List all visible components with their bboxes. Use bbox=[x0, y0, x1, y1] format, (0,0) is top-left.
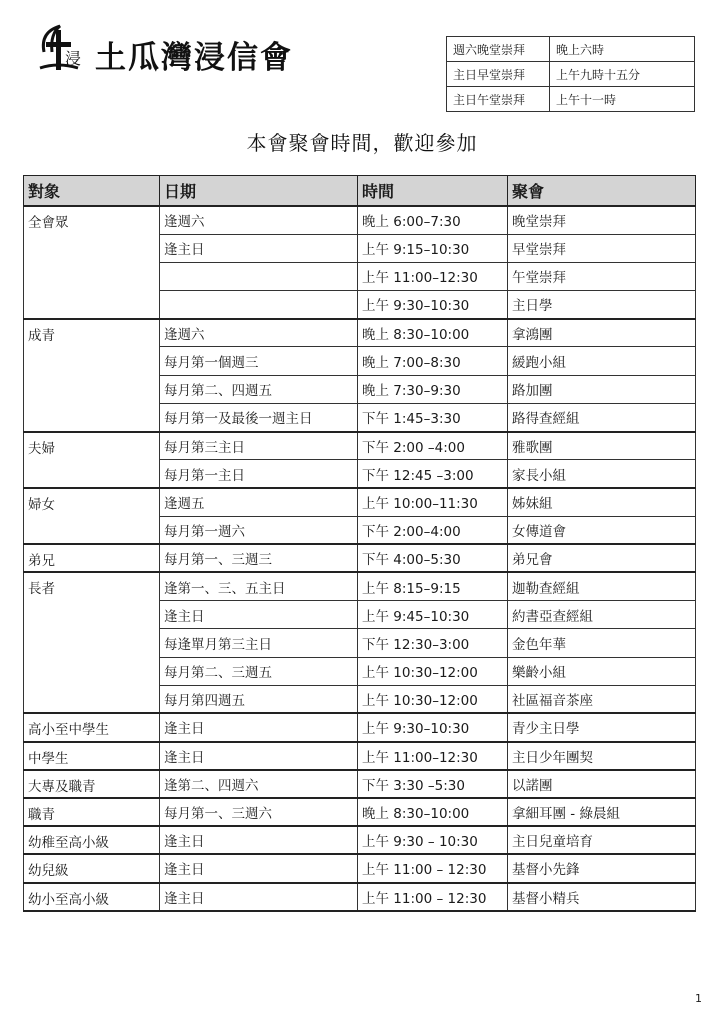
date-cell: 逢週五 bbox=[160, 488, 358, 516]
meeting-cell: 樂齡小組 bbox=[508, 657, 696, 685]
time-cell: 下午 3:30 –5:30 bbox=[358, 770, 508, 798]
church-logo bbox=[34, 22, 90, 76]
target-cell: 幼兒級 bbox=[24, 854, 160, 882]
table-row bbox=[24, 826, 696, 854]
meeting-cell: 基督小先鋒 bbox=[508, 854, 696, 882]
service-times-table bbox=[446, 36, 695, 112]
date-cell bbox=[160, 262, 358, 290]
time-cell: 上午 11:00–12:30 bbox=[358, 262, 508, 290]
target-cell: 弟兄 bbox=[24, 544, 160, 572]
service-name: 週六晚堂崇拜 bbox=[447, 37, 550, 62]
date-cell: 逢主日 bbox=[160, 601, 358, 629]
service-row bbox=[447, 37, 695, 62]
time-cell: 下午 2:00 –4:00 bbox=[358, 432, 508, 460]
service-name: 主日早堂崇拜 bbox=[447, 62, 550, 87]
service-time: 上午十一時 bbox=[550, 87, 695, 112]
date-cell: 逢主日 bbox=[160, 713, 358, 741]
meeting-cell: 早堂崇拜 bbox=[508, 234, 696, 262]
time-cell: 下午 4:00–5:30 bbox=[358, 544, 508, 572]
date-cell: 每月第一及最後一週主日 bbox=[160, 403, 358, 431]
service-time: 晚上六時 bbox=[550, 37, 695, 62]
date-cell: 逢主日 bbox=[160, 234, 358, 262]
header-target: 對象 bbox=[24, 176, 160, 207]
date-cell bbox=[160, 291, 358, 319]
table-row bbox=[24, 854, 696, 882]
schedule-group bbox=[24, 742, 696, 770]
meeting-cell: 拿細耳團 - 綠晨組 bbox=[508, 798, 696, 826]
meeting-cell: 雅歌團 bbox=[508, 432, 696, 460]
schedule-group bbox=[24, 544, 696, 572]
service-row bbox=[447, 62, 695, 87]
meeting-cell: 社區福音茶座 bbox=[508, 685, 696, 713]
meeting-cell: 以諾團 bbox=[508, 770, 696, 798]
table-row bbox=[24, 488, 696, 516]
time-cell: 下午 1:45–3:30 bbox=[358, 403, 508, 431]
schedule-group bbox=[24, 432, 696, 488]
time-cell: 上午 8:15–9:15 bbox=[358, 572, 508, 600]
page-title: 本會聚會時間，歡迎參加 bbox=[246, 131, 478, 155]
time-cell: 上午 10:00–11:30 bbox=[358, 488, 508, 516]
target-cell: 中學生 bbox=[24, 742, 160, 770]
table-row bbox=[24, 883, 696, 911]
meeting-cell: 女傳道會 bbox=[508, 516, 696, 544]
date-cell: 逢週六 bbox=[160, 206, 358, 234]
schedule-group bbox=[24, 798, 696, 826]
schedule-group bbox=[24, 826, 696, 854]
target-cell: 婦女 bbox=[24, 488, 160, 544]
meeting-cell: 金色年華 bbox=[508, 629, 696, 657]
schedule-group bbox=[24, 883, 696, 911]
date-cell: 每月第一、三週六 bbox=[160, 798, 358, 826]
meeting-cell: 拿鴻團 bbox=[508, 319, 696, 347]
time-cell: 晚上 8:30–10:00 bbox=[358, 798, 508, 826]
header-time: 時間 bbox=[358, 176, 508, 207]
date-cell: 逢週六 bbox=[160, 319, 358, 347]
table-row bbox=[24, 798, 696, 826]
table-row bbox=[24, 572, 696, 600]
target-cell: 夫婦 bbox=[24, 432, 160, 488]
date-cell: 每月第二、四週五 bbox=[160, 375, 358, 403]
table-row bbox=[24, 742, 696, 770]
target-cell: 高小至中學生 bbox=[24, 713, 160, 741]
schedule-table bbox=[23, 175, 696, 912]
meeting-cell: 家長小組 bbox=[508, 460, 696, 488]
time-cell: 上午 10:30–12:00 bbox=[358, 685, 508, 713]
date-cell: 每月第四週五 bbox=[160, 685, 358, 713]
date-cell: 每月第一、三週三 bbox=[160, 544, 358, 572]
date-cell: 每月第一週六 bbox=[160, 516, 358, 544]
meeting-cell: 路得查經組 bbox=[508, 403, 696, 431]
schedule-group bbox=[24, 854, 696, 882]
meeting-cell: 青少主日學 bbox=[508, 713, 696, 741]
time-cell: 晚上 7:30–9:30 bbox=[358, 375, 508, 403]
date-cell: 逢主日 bbox=[160, 742, 358, 770]
target-cell: 大專及職青 bbox=[24, 770, 160, 798]
meeting-cell: 主日學 bbox=[508, 291, 696, 319]
time-cell: 上午 11:00 – 12:30 bbox=[358, 854, 508, 882]
header-meeting: 聚會 bbox=[508, 176, 696, 207]
table-row bbox=[24, 319, 696, 347]
service-time: 上午九時十五分 bbox=[550, 62, 695, 87]
meeting-cell: 基督小精兵 bbox=[508, 883, 696, 911]
schedule-group bbox=[24, 206, 696, 319]
table-row bbox=[24, 770, 696, 798]
meeting-cell: 緩跑小組 bbox=[508, 347, 696, 375]
target-cell: 長者 bbox=[24, 572, 160, 713]
time-cell: 下午 12:30–3:00 bbox=[358, 629, 508, 657]
header-date: 日期 bbox=[160, 176, 358, 207]
meeting-cell: 午堂崇拜 bbox=[508, 262, 696, 290]
time-cell: 晚上 6:00–7:30 bbox=[358, 206, 508, 234]
service-row bbox=[447, 87, 695, 112]
time-cell: 上午 9:45–10:30 bbox=[358, 601, 508, 629]
meeting-cell: 約書亞查經組 bbox=[508, 601, 696, 629]
target-cell: 幼小至高小級 bbox=[24, 883, 160, 911]
meeting-cell: 迦勒查經組 bbox=[508, 572, 696, 600]
time-cell: 上午 11:00 – 12:30 bbox=[358, 883, 508, 911]
schedule-group bbox=[24, 770, 696, 798]
date-cell: 每月第三主日 bbox=[160, 432, 358, 460]
date-cell: 逢第一、三、五主日 bbox=[160, 572, 358, 600]
schedule-header-row bbox=[24, 176, 696, 207]
schedule-group bbox=[24, 572, 696, 713]
meeting-cell: 晚堂崇拜 bbox=[508, 206, 696, 234]
schedule-group bbox=[24, 488, 696, 544]
time-cell: 上午 9:15–10:30 bbox=[358, 234, 508, 262]
time-cell: 上午 10:30–12:00 bbox=[358, 657, 508, 685]
logo-glyph: 浸 bbox=[65, 49, 82, 68]
table-row bbox=[24, 432, 696, 460]
date-cell: 逢主日 bbox=[160, 883, 358, 911]
meeting-cell: 姊妹組 bbox=[508, 488, 696, 516]
table-row bbox=[24, 544, 696, 572]
time-cell: 晚上 8:30–10:00 bbox=[358, 319, 508, 347]
church-name: 土瓜灣浸信會 bbox=[95, 40, 293, 76]
schedule-group bbox=[24, 319, 696, 432]
meeting-cell: 主日少年團契 bbox=[508, 742, 696, 770]
table-row bbox=[24, 713, 696, 741]
time-cell: 上午 9:30–10:30 bbox=[358, 291, 508, 319]
time-cell: 下午 12:45 –3:00 bbox=[358, 460, 508, 488]
date-cell: 每月第一主日 bbox=[160, 460, 358, 488]
table-row bbox=[24, 206, 696, 234]
time-cell: 上午 11:00–12:30 bbox=[358, 742, 508, 770]
date-cell: 每逢單月第三主日 bbox=[160, 629, 358, 657]
meeting-cell: 路加團 bbox=[508, 375, 696, 403]
date-cell: 逢第二、四週六 bbox=[160, 770, 358, 798]
time-cell: 上午 9:30–10:30 bbox=[358, 713, 508, 741]
date-cell: 每月第二、三週五 bbox=[160, 657, 358, 685]
page-number: 1 bbox=[695, 992, 702, 1005]
date-cell: 逢主日 bbox=[160, 826, 358, 854]
target-cell: 幼稚至高小級 bbox=[24, 826, 160, 854]
schedule-group bbox=[24, 713, 696, 741]
time-cell: 上午 9:30 – 10:30 bbox=[358, 826, 508, 854]
date-cell: 逢主日 bbox=[160, 854, 358, 882]
time-cell: 下午 2:00–4:00 bbox=[358, 516, 508, 544]
meeting-cell: 弟兄會 bbox=[508, 544, 696, 572]
target-cell: 全會眾 bbox=[24, 206, 160, 319]
date-cell: 每月第一個週三 bbox=[160, 347, 358, 375]
time-cell: 晚上 7:00–8:30 bbox=[358, 347, 508, 375]
target-cell: 成青 bbox=[24, 319, 160, 432]
meeting-cell: 主日兒童培育 bbox=[508, 826, 696, 854]
target-cell: 職青 bbox=[24, 798, 160, 826]
service-name: 主日午堂崇拜 bbox=[447, 87, 550, 112]
